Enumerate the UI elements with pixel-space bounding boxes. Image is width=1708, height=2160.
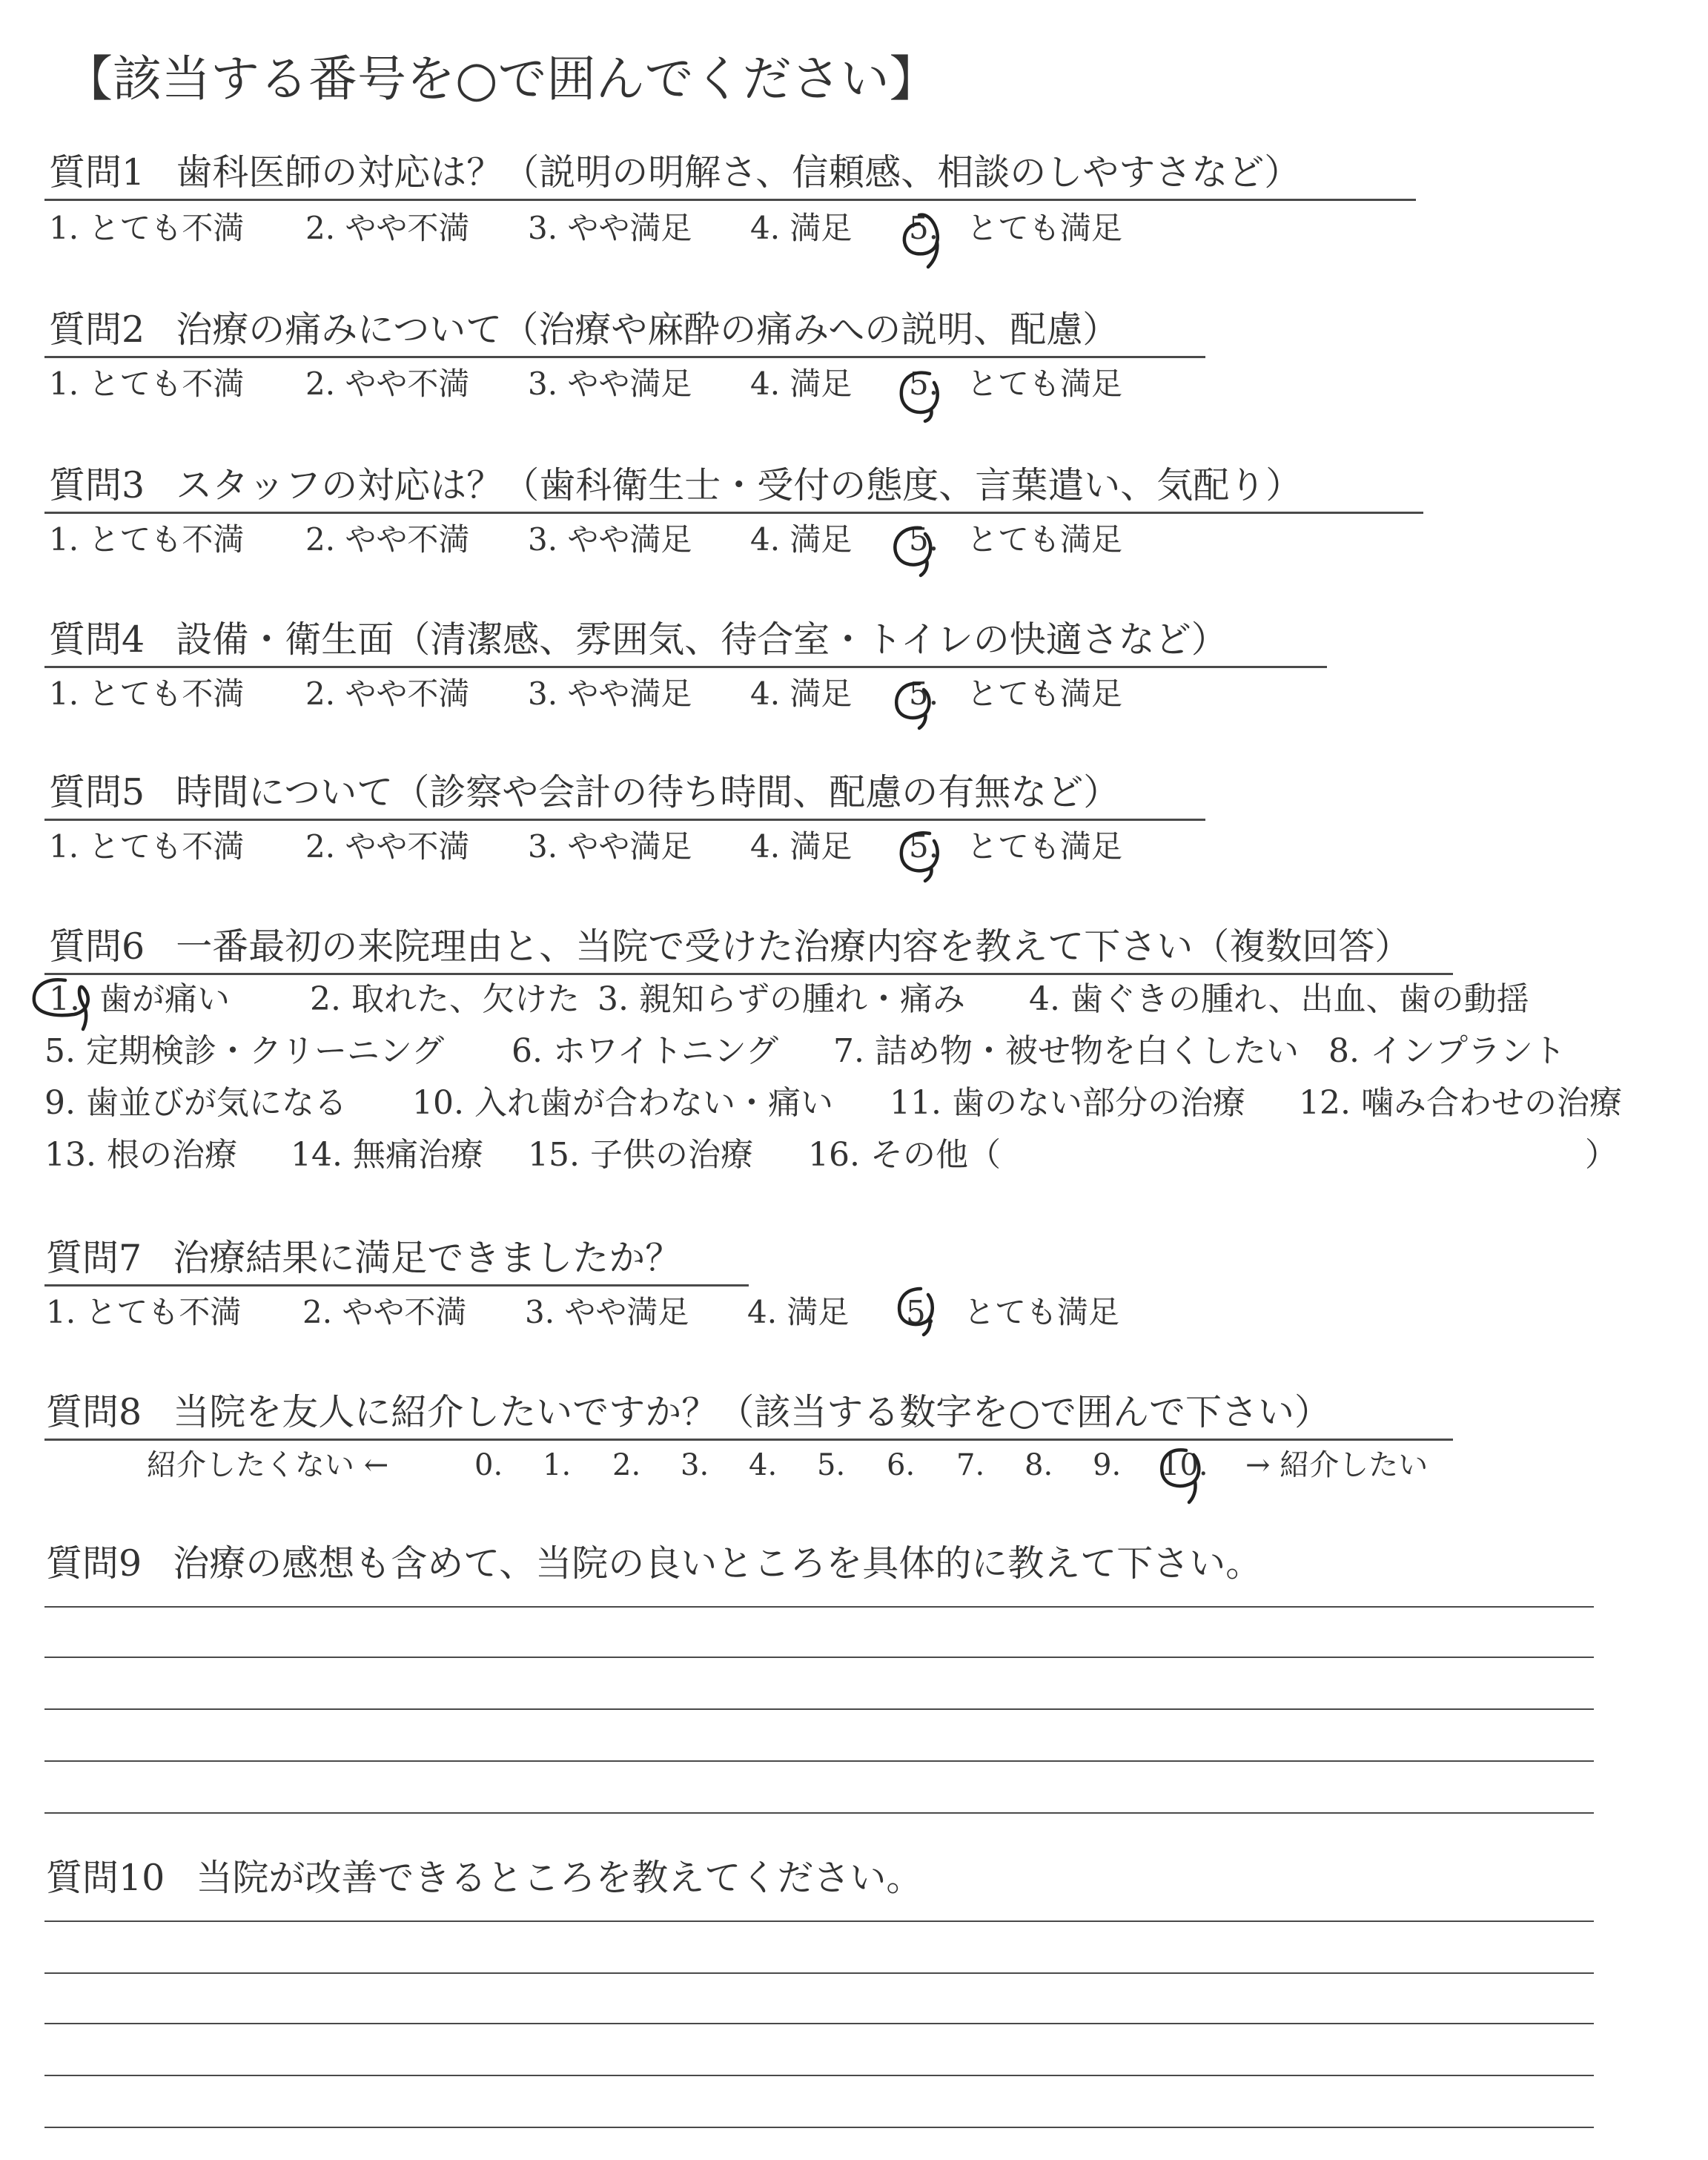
q10-writing-line-2 <box>44 1972 1594 1974</box>
question-4 <box>49 615 1228 664</box>
q9-writing-line-3 <box>44 1708 1594 1710</box>
q6-option-11[interactable]: 11. 歯のない部分の治療 <box>890 1084 1245 1122</box>
question-4-underline <box>44 666 1327 668</box>
q8-scale-6[interactable]: 6. <box>887 1448 916 1482</box>
q5-option-1[interactable]: 1. とても不満 <box>49 828 245 865</box>
q2-option-2[interactable]: 2. やや不満 <box>305 366 470 402</box>
q7-option-5-number[interactable]: 5. <box>906 1294 936 1330</box>
question-7 <box>46 1234 681 1283</box>
q6-option-10[interactable]: 10. 入れ歯が合わない・痛い <box>412 1084 833 1122</box>
question-9 <box>46 1539 1262 1588</box>
question-3 <box>49 461 1302 510</box>
question-1-options <box>49 206 1235 251</box>
q8-scale-2[interactable]: 2. <box>612 1448 641 1482</box>
q6-option-1-number[interactable]: 1. <box>49 980 80 1018</box>
q6-option-13[interactable]: 13. 根の治療 <box>44 1136 237 1174</box>
q1-option-2[interactable]: 2. やや不満 <box>305 210 470 246</box>
question-7-options <box>46 1290 1232 1335</box>
question-10-text: 当院が改善できるところを教えてください。 <box>196 1857 923 1899</box>
q8-scale-10[interactable]: 10. <box>1161 1448 1208 1482</box>
q1-option-3[interactable]: 3. やや満足 <box>528 210 692 246</box>
q1-option-5-number[interactable]: 5. <box>909 210 939 246</box>
q6-option-6[interactable]: 6. ホワイトニング <box>512 1032 779 1070</box>
q2-option-5-label[interactable]: とても満足 <box>967 366 1123 402</box>
question-7-underline <box>44 1284 749 1287</box>
question-9-text: 治療の感想も含めて、当院の良いところを具体的に教えて下さい。 <box>173 1542 1262 1585</box>
q6-option-4[interactable]: 4. 歯ぐきの腫れ、出血、歯の動揺 <box>1029 980 1529 1018</box>
q10-writing-line-5 <box>44 2127 1594 2128</box>
q7-option-5-label[interactable]: とても満足 <box>964 1294 1120 1330</box>
q7-option-4[interactable]: 4. 満足 <box>747 1294 850 1330</box>
question-4-text: 設備・衛生面（清潔感、雰囲気、待合室・トイレの快適さなど） <box>176 618 1228 661</box>
q5-option-5-number[interactable]: 5. <box>909 828 939 865</box>
question-2-text: 治療の痛みについて（治療や麻酔の痛みへの説明、配慮） <box>176 308 1119 351</box>
q9-writing-line-1 <box>44 1606 1594 1608</box>
q6-option-1-label[interactable]: 歯が痛い <box>99 980 230 1018</box>
q2-option-4[interactable]: 4. 満足 <box>750 366 853 402</box>
q6-option-2[interactable]: 2. 取れた、欠けた <box>310 980 580 1018</box>
q4-option-1[interactable]: 1. とても不満 <box>49 676 245 712</box>
question-8 <box>46 1388 1331 1437</box>
question-3-underline <box>44 512 1423 514</box>
q10-writing-line-4 <box>44 2075 1594 2076</box>
q2-option-5-number[interactable]: 5. <box>909 366 939 402</box>
question-2-label: 質問2 <box>49 308 145 351</box>
q8-scale-5[interactable]: 5. <box>817 1448 846 1482</box>
q3-option-1[interactable]: 1. とても不満 <box>49 521 245 558</box>
q8-scale-7[interactable]: 7. <box>956 1448 985 1482</box>
question-1-label: 質問1 <box>49 151 145 194</box>
q6-option-5[interactable]: 5. 定期検診・クリーニング <box>44 1032 445 1070</box>
q7-option-1[interactable]: 1. とても不満 <box>46 1294 242 1330</box>
q4-option-2[interactable]: 2. やや不満 <box>305 676 470 712</box>
q3-option-3[interactable]: 3. やや満足 <box>528 521 692 558</box>
question-3-label: 質問3 <box>49 464 145 506</box>
q6-option-15[interactable]: 15. 子供の治療 <box>528 1136 753 1174</box>
q9-writing-line-5 <box>44 1812 1594 1814</box>
q6-option-3[interactable]: 3. 親知らずの腫れ・痛み <box>598 980 965 1018</box>
question-5-underline <box>44 819 1205 821</box>
q2-option-1[interactable]: 1. とても不満 <box>49 366 245 402</box>
question-5-options <box>49 825 1235 869</box>
question-8-label: 質問8 <box>46 1391 142 1433</box>
q5-option-5-label[interactable]: とても満足 <box>967 828 1123 865</box>
q7-option-3[interactable]: 3. やや満足 <box>525 1294 689 1330</box>
question-8-text: 当院を友人に紹介したいですか？（該当する数字を○で囲んで下さい） <box>173 1391 1331 1433</box>
q10-writing-line-1 <box>44 1920 1594 1922</box>
question-6-underline <box>44 973 1453 975</box>
q8-scale-8[interactable]: 8. <box>1025 1448 1053 1482</box>
question-3-text: スタッフの対応は？（歯科衛生士・受付の態度、言葉遣い、気配り） <box>176 464 1302 506</box>
q10-writing-line-3 <box>44 2023 1594 2024</box>
q2-option-3[interactable]: 3. やや満足 <box>528 366 692 402</box>
q8-scale-4[interactable]: 4. <box>749 1448 778 1482</box>
question-1-underline <box>44 199 1416 201</box>
q6-option-16-close: ） <box>1585 1136 1618 1174</box>
q4-option-3[interactable]: 3. やや満足 <box>528 676 692 712</box>
q6-option-12[interactable]: 12. 噛み合わせの治療 <box>1299 1084 1622 1122</box>
q8-scale-3[interactable]: 3. <box>681 1448 709 1482</box>
question-6-text: 一番最初の来院理由と、当院で受けた治療内容を教えて下さい（複数回答） <box>176 925 1411 968</box>
q9-writing-line-4 <box>44 1760 1594 1762</box>
question-1 <box>49 148 1300 197</box>
question-2-options <box>49 362 1235 406</box>
q5-option-4[interactable]: 4. 満足 <box>750 828 853 865</box>
question-3-options <box>49 518 1235 562</box>
question-2-underline <box>44 356 1205 358</box>
question-4-options <box>49 672 1235 716</box>
question-4-label: 質問4 <box>49 618 145 661</box>
question-6 <box>49 922 1411 971</box>
question-5-text: 時間について（診察や会計の待ち時間、配慮の有無など） <box>176 771 1120 813</box>
q5-option-2[interactable]: 2. やや不満 <box>305 828 470 865</box>
question-1-text: 歯科医師の対応は？（説明の明解さ、信頼感、相談のしやすさなど） <box>176 151 1301 194</box>
question-9-label: 質問9 <box>46 1542 142 1585</box>
q3-option-2[interactable]: 2. やや不満 <box>305 521 470 558</box>
question-5 <box>49 768 1119 817</box>
q6-option-14[interactable]: 14. 無痛治療 <box>291 1136 483 1174</box>
q4-option-5-number[interactable]: 5. <box>909 676 939 712</box>
q4-option-5-label[interactable]: とても満足 <box>967 676 1123 712</box>
q6-option-9[interactable]: 9. 歯並びが気になる <box>44 1084 347 1122</box>
q6-option-7[interactable]: 7. 詰め物・被せ物を白くしたい <box>833 1032 1299 1070</box>
question-10 <box>46 1854 922 1903</box>
question-7-text: 治療結果に満足できましたか？ <box>173 1237 682 1279</box>
q8-scale-1[interactable]: 1. <box>543 1448 572 1482</box>
q1-option-5-label[interactable]: とても満足 <box>967 210 1123 246</box>
q4-option-4[interactable]: 4. 満足 <box>750 676 853 712</box>
q8-scale-9[interactable]: 9. <box>1093 1448 1122 1482</box>
question-2 <box>49 305 1119 354</box>
question-8-underline <box>44 1439 1453 1441</box>
question-10-label: 質問10 <box>46 1857 165 1899</box>
question-6-label: 質問6 <box>49 925 145 968</box>
q6-option-8[interactable]: 8. インプラント <box>1328 1032 1566 1070</box>
q6-option-16[interactable]: 16. その他（ <box>808 1136 1001 1174</box>
q3-option-5-label[interactable]: とても満足 <box>967 521 1123 558</box>
question-7-label: 質問7 <box>46 1237 142 1279</box>
q3-option-5-number[interactable]: 5. <box>909 521 939 558</box>
q5-option-3[interactable]: 3. やや満足 <box>528 828 692 865</box>
q9-writing-line-2 <box>44 1657 1594 1658</box>
page-title: 【該当する番号を○で囲んでください】 <box>64 50 939 108</box>
q8-scale-0[interactable]: 0. <box>474 1448 503 1482</box>
q7-option-2[interactable]: 2. やや不満 <box>302 1294 467 1330</box>
q1-option-4[interactable]: 4. 満足 <box>750 210 853 246</box>
q1-option-1[interactable]: 1. とても不満 <box>49 210 245 246</box>
q8-left-label: 紹介したくない ← <box>147 1448 389 1482</box>
q3-option-4[interactable]: 4. 満足 <box>750 521 853 558</box>
q8-right-label: → 紹介したい <box>1245 1448 1429 1482</box>
question-5-label: 質問5 <box>49 771 145 813</box>
